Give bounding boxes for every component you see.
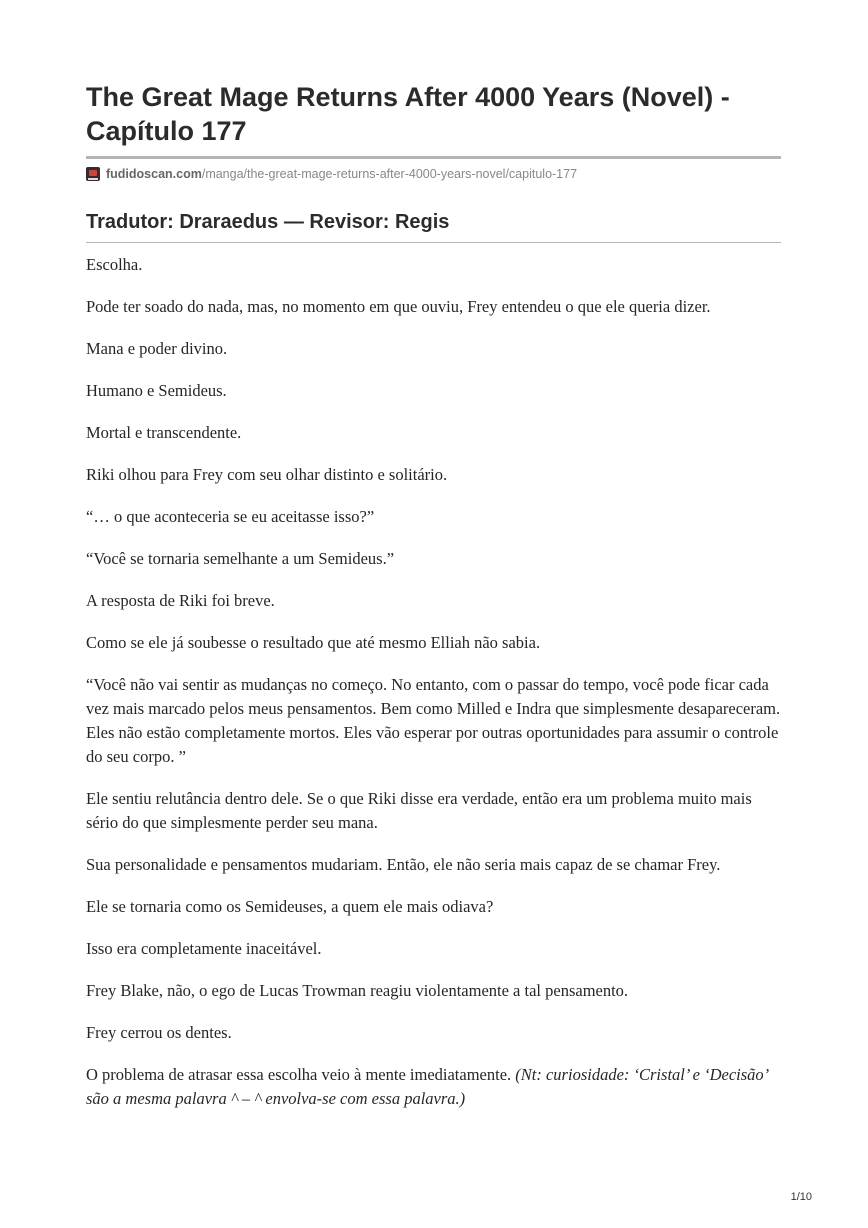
paragraph: Isso era completamente inaceitável.: [86, 939, 322, 958]
paragraph: “… o que aconteceria se eu aceitasse isso?”: [86, 507, 375, 526]
paragraph: A resposta de Riki foi breve.: [86, 591, 275, 610]
paragraph-text: O problema de atrasar essa escolha veio à mente imediatamente.: [86, 1065, 516, 1084]
paragraph-with-note: [86, 1063, 781, 1111]
translator-note: (Nt: curiosidade: ‘Cristal’ e ‘Decisão’ são a mesma palavra ^ – ^ envolva-se com essa palavra.): [86, 1065, 768, 1108]
paragraph: Humano e Semideus.: [86, 381, 227, 400]
translator-credits: Tradutor: Draraedus — Revisor: Regis: [86, 211, 450, 233]
page-title: The Great Mage Returns After 4000 Years (Novel) - Capítulo 177: [86, 82, 730, 146]
paragraph: Frey Blake, não, o ego de Lucas Trowman reagiu violentamente a tal pensamento.: [86, 981, 629, 1000]
paragraph: Riki olhou para Frey com seu olhar distinto e solitário.: [86, 465, 448, 484]
site-favicon-icon: [86, 167, 100, 181]
paragraph: “Você se tornaria semelhante a um Semideus.”: [86, 549, 395, 568]
subtitle-divider: [86, 242, 781, 243]
paragraph: “Você não vai sentir as mudanças no começo. No entanto, com o passar do tempo, você pode ficar cada vez mais marcado pelos meus pensamentos. Bem como Milled e Indra que simplesmente desapareceram. Eles não estão completamente mortos. Eles vão esperar por outras oportunidades para assumir o controle do seu corpo. ”: [86, 675, 781, 766]
paragraph: Escolha.: [86, 255, 143, 274]
paragraph: Pode ter soado do nada, mas, no momento em que ouviu, Frey entendeu o que ele queria dizer.: [86, 297, 711, 316]
chapter-body: [86, 253, 781, 1111]
title-divider: [86, 156, 781, 159]
source-path: /manga/the-great-mage-returns-after-4000-years-novel/capitulo-177: [201, 167, 578, 181]
paragraph: Ele se tornaria como os Semideuses, a quem ele mais odiava?: [86, 897, 494, 916]
paragraph: Mortal e transcendente.: [86, 423, 242, 442]
paragraph: Como se ele já soubesse o resultado que até mesmo Elliah não sabia.: [86, 633, 541, 652]
paragraph: Sua personalidade e pensamentos mudariam. Então, ele não seria mais capaz de se chamar Frey.: [86, 855, 721, 874]
page-number: 1/10: [790, 1191, 812, 1203]
document-page: [86, 0, 781, 1129]
source-url[interactable]: [86, 165, 781, 183]
paragraph: Frey cerrou os dentes.: [86, 1023, 232, 1042]
paragraph: Mana e poder divino.: [86, 339, 228, 358]
source-domain: fudidoscan.com: [106, 167, 202, 181]
paragraph: Ele sentiu relutância dentro dele. Se o que Riki disse era verdade, então era um problema muito mais sério do que simplesmente perder seu mana.: [86, 789, 752, 832]
